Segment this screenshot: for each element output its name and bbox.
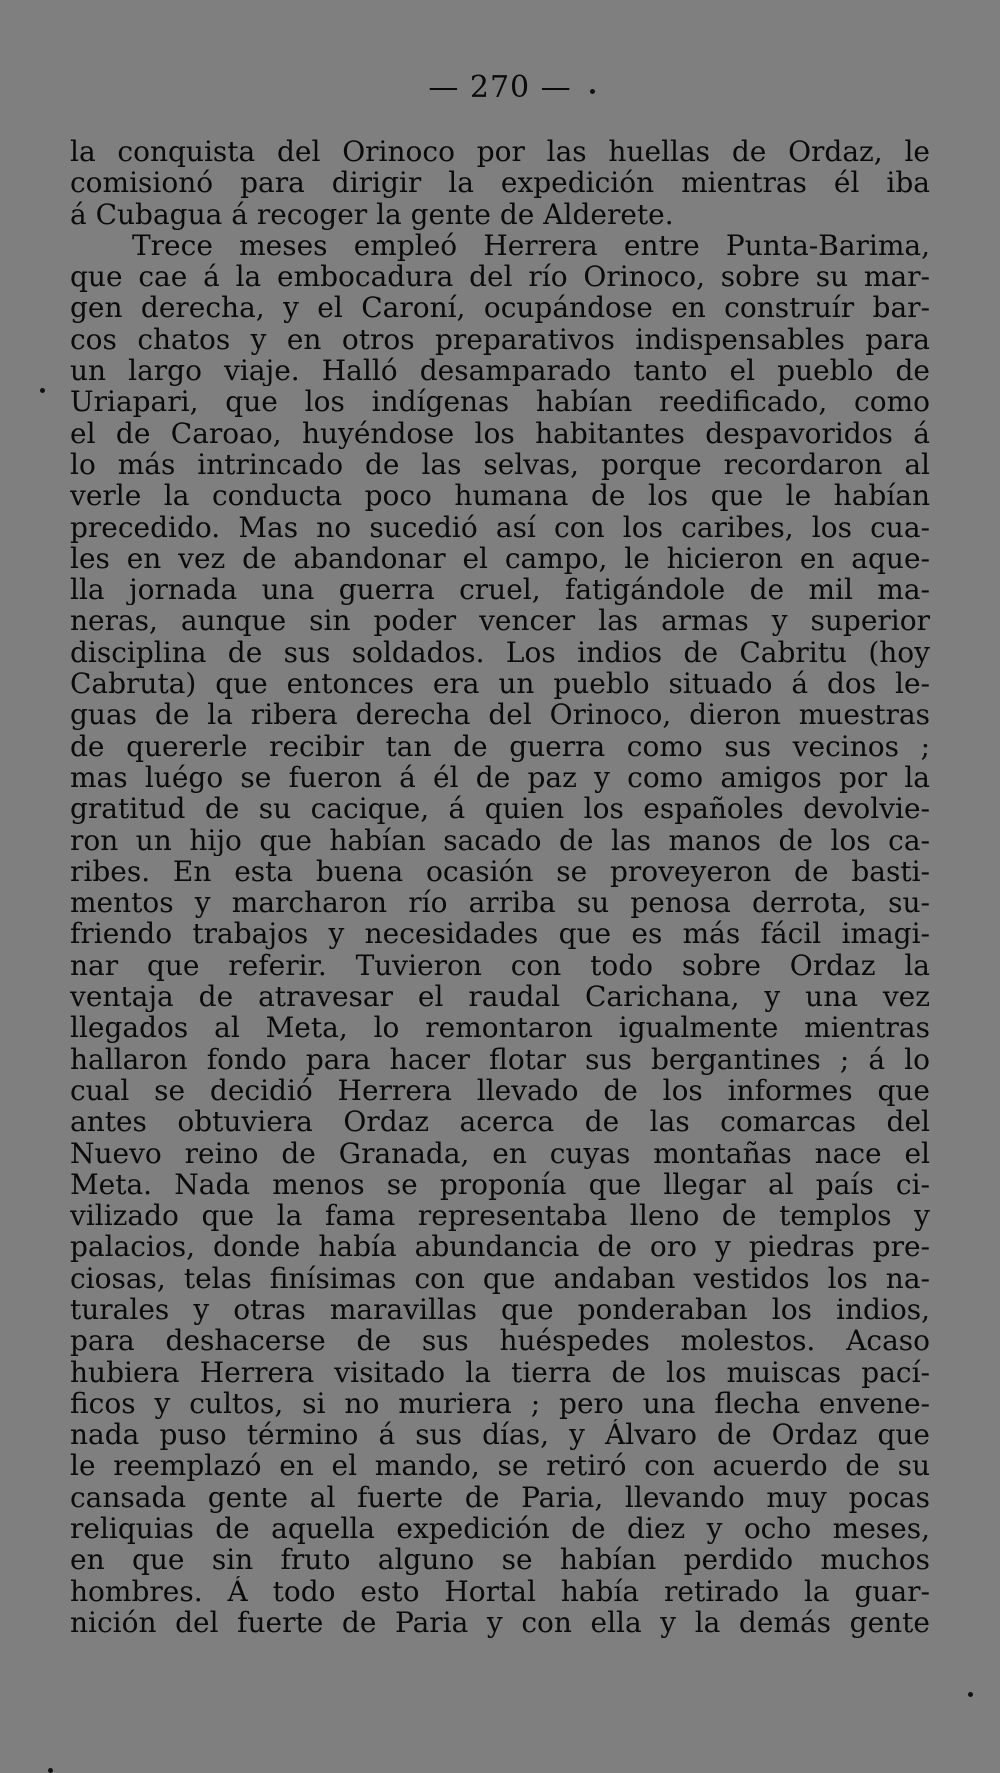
text-line: comisionó para dirigir la expedición mientras él iba	[70, 167, 930, 199]
text-line: de quererle recibir tan de guerra como sus vecinos ;	[70, 730, 930, 762]
ink-speck	[48, 1768, 53, 1773]
ink-speck	[590, 89, 595, 94]
page-number: — 270 —	[428, 70, 572, 105]
ink-speck	[968, 1692, 973, 1697]
text-line: nar que referir. Tuvieron con todo sobre Ordaz la	[70, 949, 930, 982]
text-line: mas luégo se fueron á él de paz y como amigos por la	[70, 761, 930, 794]
text-line: verle la conducta poco humana de los que le habían	[70, 480, 930, 512]
text-line: Trece meses empleó Herrera entre Punta-Barima,	[132, 229, 930, 262]
text-line: que cae á la embocadura del río Orinoco, sobre su mar-	[70, 261, 930, 293]
text-line: cansada gente al fuerte de Paria, llevando muy pocas	[70, 1481, 930, 1514]
text-line: llegados al Meta, lo remontaron igualmente mientras	[70, 1012, 930, 1044]
text-line: ribes. En esta buena ocasión se proveyeron de basti-	[70, 855, 930, 888]
text-line: les en vez de abandonar el campo, le hicieron en aque-	[70, 542, 930, 575]
text-line: Nuevo reino de Granada, en cuyas montañas nace el	[70, 1137, 930, 1169]
text-line: ventaja de atravesar el raudal Carichana, y una vez	[70, 981, 930, 1013]
body-text	[70, 136, 930, 1638]
text-line: en que sin fruto alguno se habían perdido muchos	[70, 1544, 930, 1576]
ink-speck	[40, 388, 45, 393]
text-line: nición del fuerte de Paria y con ella y la demás gente	[70, 1606, 930, 1639]
text-line: vilizado que la fama representaba lleno de templos y	[70, 1200, 930, 1232]
text-line: un largo viaje. Halló desamparado tanto el pueblo de	[70, 355, 930, 387]
text-line: Uriapari, que los indígenas habían reedificado, como	[70, 386, 930, 418]
text-line: antes obtuviera Ordaz acerca de las comarcas del	[70, 1106, 930, 1138]
text-line: la conquista del Orinoco por las huellas de Ordaz, le	[70, 136, 930, 168]
text-line: ficos y cultos, si no muriera ; pero una flecha envene-	[70, 1387, 930, 1420]
text-line: lo más intrincado de las selvas, porque recordaron al	[70, 448, 930, 481]
text-line: friendo trabajos y necesidades que es más fácil imagi-	[70, 918, 930, 950]
text-line: hombres. Á todo esto Hortal había retirado la guar-	[70, 1575, 930, 1607]
text-line: cual se decidió Herrera llevado de los informes que	[70, 1074, 930, 1107]
text-line: Meta. Nada menos se proponía que llegar al país ci-	[70, 1168, 930, 1201]
text-line: gratitud de su cacique, á quien los españoles devolvie-	[70, 793, 930, 825]
text-line: disciplina de sus soldados. Los indios de Cabritu (hoy	[70, 636, 930, 669]
text-line: nada puso término á sus días, y Álvaro de Ordaz que	[70, 1419, 930, 1451]
text-line: cos chatos y en otros preparativos indispensables para	[70, 323, 930, 356]
text-line: ciosas, telas finísimas con que andaban vestidos los na-	[70, 1262, 930, 1294]
text-line: mentos y marcharon río arriba su penosa derrota, su-	[70, 887, 930, 919]
text-line: precedido. Mas no sucedió así con los caribes, los cua-	[70, 511, 930, 543]
text-line: el de Caroao, huyéndose los habitantes despavoridos á	[70, 417, 930, 449]
text-line: reliquias de aquella expedición de diez y ocho meses,	[70, 1513, 930, 1545]
text-line: Cabruta) que entonces era un pueblo situado á dos le-	[70, 668, 930, 700]
text-line: para deshacerse de sus huéspedes molestos. Acaso	[70, 1325, 930, 1357]
text-line: á Cubagua á recoger la gente de Alderete.	[70, 198, 674, 230]
text-line: palacios, donde había abundancia de oro y piedras pre-	[70, 1231, 930, 1263]
text-line: hallaron fondo para hacer flotar sus bergantines ; á lo	[70, 1043, 930, 1075]
text-line: le reemplazó en el mando, se retiró con acuerdo de su	[70, 1450, 930, 1482]
text-line: turales y otras maravillas que ponderaban los indios,	[70, 1293, 930, 1326]
text-line: gen derecha, y el Caroní, ocupándose en construír bar-	[70, 292, 930, 324]
text-line: lla jornada una guerra cruel, fatigándole de mil ma-	[70, 574, 930, 606]
text-line: ron un hijo que habían sacado de las manos de los ca-	[70, 824, 930, 856]
text-line: guas de la ribera derecha del Orinoco, dieron muestras	[70, 699, 930, 731]
text-line: hubiera Herrera visitado la tierra de los muiscas pací-	[70, 1356, 930, 1388]
text-line: neras, aunque sin poder vencer las armas y superior	[70, 605, 930, 637]
